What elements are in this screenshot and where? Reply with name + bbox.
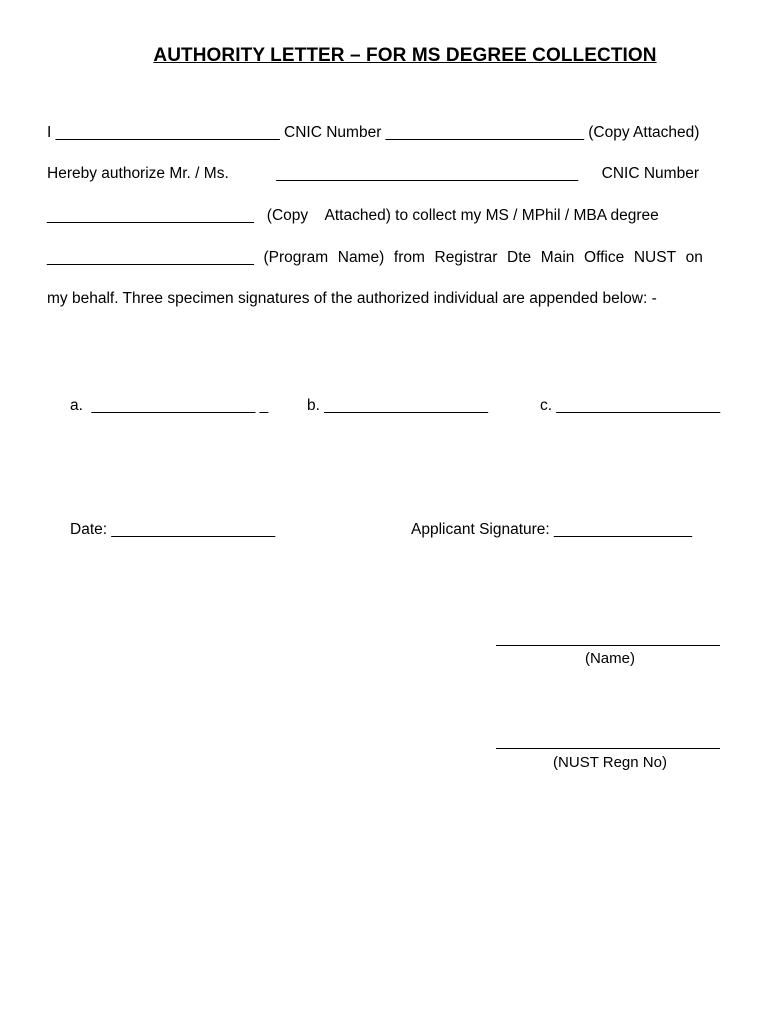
paragraph-line-1: I __________________________ CNIC Number _______________________ (Copy Attached)	[47, 124, 700, 141]
regn-signature-line	[496, 748, 720, 749]
paragraph-line-3: ________________________ (Copy Attached) to collect my MS / MPhil / MBA degree	[47, 207, 659, 224]
line-4-word: Office	[584, 249, 625, 266]
regn-caption: (NUST Regn No)	[553, 754, 667, 771]
authorize-text: Hereby authorize Mr. / Ms.	[47, 165, 229, 182]
line-4-word: on	[685, 249, 703, 266]
line-4-word: (Program	[263, 249, 329, 266]
date-field: Date: ___________________	[70, 521, 276, 538]
paragraph-line-5: my behalf. Three specimen signatures of the authorized individual are appended below: -	[47, 290, 657, 307]
line-4-word: NUST	[633, 249, 677, 266]
name-signature-line	[496, 645, 720, 646]
specimen-signature-c: c. ___________________	[540, 397, 721, 414]
line-4-word: Main	[540, 249, 575, 266]
applicant-signature-field: Applicant Signature: ________________	[411, 521, 692, 538]
specimen-signature-a: a. ___________________ _	[70, 397, 269, 414]
paragraph-line-4	[47, 248, 703, 268]
specimen-signature-b: b. ___________________	[307, 397, 489, 414]
line-4-word: Name)	[337, 249, 385, 266]
paragraph-line-2	[47, 164, 703, 184]
line-4-word: Dte	[507, 249, 532, 266]
name-caption: (Name)	[584, 650, 635, 667]
program-name-blank: ________________________	[47, 249, 254, 266]
authorized-person-blank: ___________________________________	[276, 165, 579, 182]
cnic-number-label: CNIC Number	[601, 165, 699, 182]
line-4-word: Registrar	[434, 249, 498, 266]
letter-title: AUTHORITY LETTER – FOR MS DEGREE COLLECTION	[153, 45, 657, 66]
line-4-word: from	[393, 249, 425, 266]
